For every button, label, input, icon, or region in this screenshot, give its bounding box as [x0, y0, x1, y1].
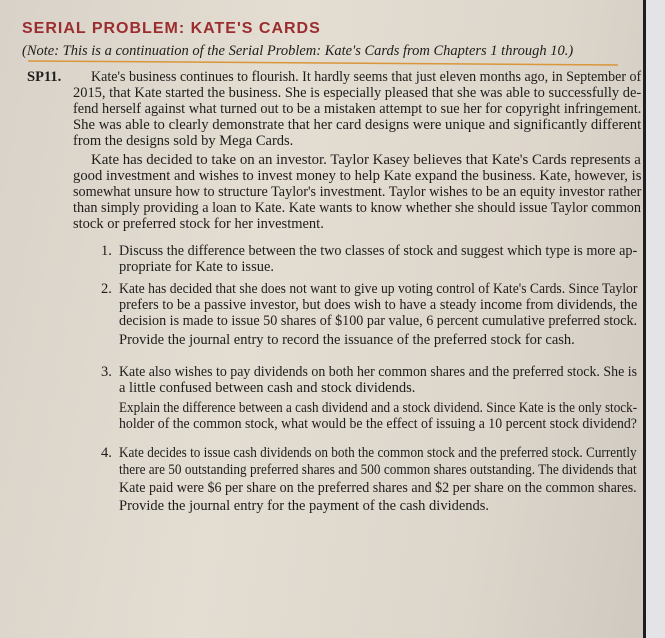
- paragraph-line: fend herself against what turned out to be a mistaken attempt to sue her for copyright infringement.: [73, 101, 642, 117]
- background: [646, 0, 665, 638]
- paragraph-line: good investment and wishes to invest money to help Kate expand the business. Kate, however, is: [73, 168, 642, 184]
- paragraph-line: stock or preferred stock for her investment.: [73, 216, 324, 232]
- question-line: Kate paid were $6 per share on the preferred shares and $2 per share on the common shares.: [119, 480, 637, 496]
- question-line: decision is made to issue 50 shares of $100 par value, 6 percent cumulative preferred stock.: [119, 313, 638, 329]
- question-line: holder of the common stock, what would be the effect of issuing a 10 percent stock dividend?: [119, 416, 637, 432]
- question-line: Provide the journal entry for the payment of the cash dividends.: [119, 498, 490, 514]
- question-number: 1.: [101, 243, 112, 259]
- question-line: Kate also wishes to pay dividends on both her common shares and the preferred stock. She is: [119, 364, 637, 380]
- paragraph-line: somewhat unsure how to structure Taylor's investment. Taylor wishes to be an equity investor rather: [73, 184, 642, 200]
- question-line: Provide the journal entry to record the issuance of the preferred stock for cash.: [119, 332, 575, 348]
- continuation-note: (Note: This is a continuation of the Serial Problem: Kate's Cards from Chapters 1 through 10.): [22, 43, 574, 59]
- question-line: Kate decides to issue cash dividends on both the common stock and the preferred stock. Currently: [119, 445, 637, 461]
- question-number: 2.: [101, 281, 112, 297]
- question-line: a little confused between cash and stock dividends.: [119, 380, 416, 396]
- heading-underline: [28, 60, 618, 66]
- paragraph-line: than simply providing a loan to Kate. Kate wants to know whether she should issue Taylor common: [73, 200, 642, 216]
- question-line: Discuss the difference between the two classes of stock and suggest which type is more ap-: [119, 243, 638, 259]
- section-heading: SERIAL PROBLEM: KATE'S CARDS: [22, 20, 321, 37]
- question-number: 4.: [101, 445, 112, 461]
- paragraph-line: 2015, that Kate started the business. She is especially pleased that she was able to successfully de-: [73, 85, 642, 101]
- paragraph-line: from the designs sold by Mega Cards.: [73, 133, 294, 149]
- question-line: propriate for Kate to issue.: [119, 259, 275, 275]
- question-line: Explain the difference between a cash dividend and a stock dividend. Since Kate is the only stock-: [119, 400, 638, 416]
- question-line: Kate has decided that she does not want to give up voting control of Kate's Cards. Since Taylor: [119, 281, 638, 297]
- question-line: there are 50 outstanding preferred shares and 500 common shares outstanding. The dividends that: [119, 462, 637, 478]
- paragraph-line: Kate has decided to take on an investor. Taylor Kasey believes that Kate's Cards represents a: [91, 152, 641, 168]
- paragraph-line: She was able to clearly demonstrate that her card designs were unique and significantly different: [73, 117, 642, 133]
- question-line: prefers to be a passive investor, but does wish to have a steady income from dividends, the: [119, 297, 638, 313]
- problem-id: SP11.: [27, 69, 62, 85]
- question-number: 3.: [101, 364, 112, 380]
- paragraph-line: Kate's business continues to flourish. It hardly seems that just eleven months ago, in September of: [91, 69, 642, 85]
